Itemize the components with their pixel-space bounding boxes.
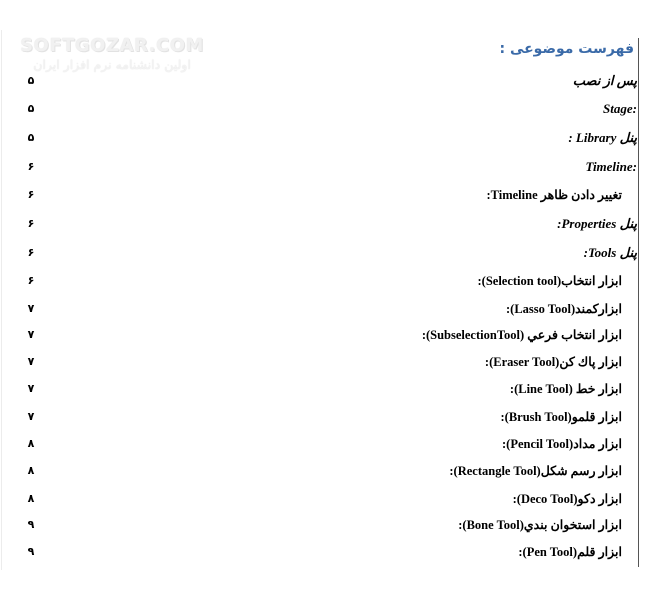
toc-entry-title[interactable]: Stage: [603,101,637,116]
toc-entry-title[interactable]: ابزار انتخاب(Selection tool): [477,274,622,288]
toc-entry[interactable] [0,70,650,92]
toc-entry[interactable] [0,378,650,400]
toc-entry-page: ۵ [27,102,35,115]
toc-entry[interactable] [0,324,650,346]
toc-entry[interactable] [0,298,650,320]
toc-entry[interactable] [0,127,650,149]
watermark-brand: SOFTGOZAR.COM [20,35,204,56]
toc-entry[interactable] [0,213,650,235]
toc-entry-page: ۸ [27,492,35,505]
toc-entry[interactable] [0,460,650,482]
toc-entry[interactable] [0,156,650,178]
toc-entry-page: ۶ [27,188,35,201]
watermark-tagline: اولین دانشنامه نرم افزار ایران [33,57,191,72]
toc-entry[interactable] [0,541,650,563]
toc-entry-title[interactable]: پنل Tools: [583,245,637,260]
toc-entry-page: ۵ [27,131,35,144]
toc-entry-page: ۷ [27,328,35,341]
toc-entry-title[interactable]: ابزار مداد(Pencil Tool): [502,437,622,451]
toc-entry[interactable] [0,514,650,536]
toc-entry[interactable] [0,270,650,292]
toc-entry-title[interactable]: ابزارکمند(Lasso Tool): [505,302,622,316]
toc-entry-title[interactable]: ابزار قلم(Pen Tool): [518,545,622,559]
toc-entry-title[interactable]: ابزار استخوان بندي(Bone Tool): [458,518,622,532]
toc-entry-page: ۹ [27,545,35,558]
toc-entry-page: ۶ [27,274,35,287]
toc-entry-title[interactable]: ابزار پاك كن(Eraser Tool): [484,355,622,369]
toc-entry-page: ۷ [27,302,35,315]
toc-entry[interactable] [0,406,650,428]
toc-entry-page: ۸ [27,464,35,477]
watermark [12,36,212,74]
toc-entry[interactable] [0,433,650,455]
toc-entry-title[interactable]: ابزار دكو(Deco Tool): [512,492,622,506]
toc-entry[interactable] [0,488,650,510]
toc-entry-page: ۷ [27,355,35,368]
toc-entry-page: ۷ [27,410,35,423]
toc-entry-page: ۸ [27,437,35,450]
toc-entry-title[interactable]: تغییر دادن ظاهر Timeline: [486,188,622,202]
toc-entry-title[interactable]: پس از نصب [572,73,637,88]
toc-entry-page: ۷ [27,382,35,395]
toc-heading: فهرست موضوعی : [499,41,634,57]
toc-entry[interactable] [0,184,650,206]
toc-entry-title[interactable]: Timeline: [585,159,637,174]
toc-entry-page: ۶ [27,217,35,230]
toc-entry[interactable] [0,98,650,120]
toc-entry-title[interactable]: ابزار انتخاب فرعي (SubselectionTool): [421,328,622,342]
toc-entry[interactable] [0,242,650,264]
toc-entry-title[interactable]: پنل Properties: [557,216,637,231]
toc-entry-title[interactable]: ابزار رسم شكل(Rectangle Tool): [449,464,622,478]
toc-entry-title[interactable]: ابزار قلمو(Brush Tool): [500,410,622,424]
toc-entry[interactable] [0,351,650,373]
toc-entry-page: ۶ [27,246,35,259]
toc-entry-page: ۹ [27,518,35,531]
toc-entry-page: ۵ [27,74,35,87]
toc-entry-title[interactable]: ابزار خط (Line Tool): [509,382,622,396]
toc-entry-title[interactable]: پنل Library : [568,130,637,145]
toc-entry-page: ۶ [27,160,35,173]
